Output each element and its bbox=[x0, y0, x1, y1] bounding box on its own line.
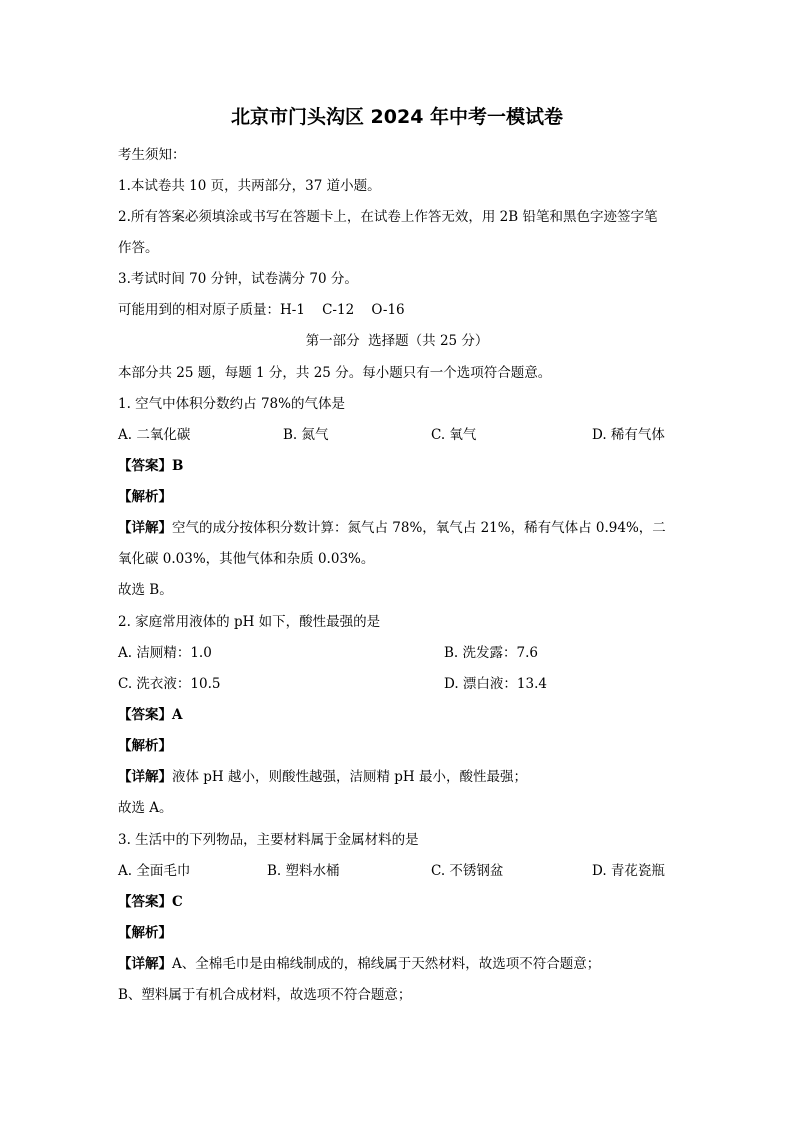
atomic-mass-line: 可能用到的相对原子质量：H-1 C-12 O-16 bbox=[118, 302, 405, 318]
question-2-detail bbox=[118, 767, 527, 787]
question-3-stem: 3. 生活中的下列物品，主要材料属于金属材料的是 bbox=[118, 832, 419, 848]
question-2-option-a: A. 洁厕精：1.0 bbox=[118, 645, 212, 661]
question-3-detail-cont: B、塑料属于有机合成材料，故选项不符合题意； bbox=[118, 987, 412, 1003]
question-1-detail bbox=[118, 518, 666, 538]
question-1-option-d: D. 稀有气体 bbox=[592, 427, 665, 443]
question-3-detail bbox=[118, 954, 600, 974]
question-3-option-d: D. 青花瓷瓶 bbox=[592, 863, 665, 879]
notice-item: 作答。 bbox=[118, 240, 159, 256]
question-2-analysis-label: 【解析】 bbox=[118, 738, 172, 754]
detail-text: 空气的成分按体积分数计算：氮气占 78%，氧气占 21%，稀有气体占 0.94%，二 bbox=[172, 520, 666, 536]
notice-item: 3.考试时间 70 分钟，试卷满分 70 分。 bbox=[118, 271, 358, 287]
notice-item: 1.本试卷共 10 页，共两部分，37 道小题。 bbox=[118, 178, 381, 194]
part1-heading: 第一部分 选择题（共 25 分） bbox=[305, 333, 489, 349]
question-2-answer: 【答案】A bbox=[118, 707, 183, 723]
question-2-option-b: B. 洗发露：7.6 bbox=[444, 645, 538, 661]
detail-text: A、全棉毛巾是由棉线制成的，棉线属于天然材料，故选项不符合题意； bbox=[172, 956, 601, 972]
detail-label: 【详解】 bbox=[118, 769, 172, 785]
question-3-analysis-label: 【解析】 bbox=[118, 925, 172, 941]
notice-heading: 考生须知： bbox=[118, 147, 186, 163]
question-3-option-c: C. 不锈钢盆 bbox=[431, 863, 504, 879]
question-3-option-a: A. 全面毛巾 bbox=[118, 863, 191, 879]
question-1-conclusion: 故选 B。 bbox=[118, 582, 173, 598]
exam-title: 北京市门头沟区 2024 年中考一模试卷 bbox=[230, 106, 564, 128]
question-3-option-b: B. 塑料水桶 bbox=[267, 863, 340, 879]
question-1-option-a: A. 二氧化碳 bbox=[118, 427, 191, 443]
question-1-answer: 【答案】B bbox=[118, 458, 184, 474]
question-2-stem: 2. 家庭常用液体的 pH 如下，酸性最强的是 bbox=[118, 614, 381, 630]
question-1-stem: 1. 空气中体积分数约占 78%的气体是 bbox=[118, 396, 345, 412]
question-3-answer: 【答案】C bbox=[118, 894, 183, 910]
question-2-option-d: D. 漂白液：13.4 bbox=[444, 676, 547, 692]
detail-label: 【详解】 bbox=[118, 520, 172, 536]
question-2-option-c: C. 洗衣液：10.5 bbox=[118, 676, 221, 692]
question-1-option-b: B. 氮气 bbox=[283, 427, 329, 443]
question-1-analysis-label: 【解析】 bbox=[118, 489, 172, 505]
question-1-detail-cont: 氧化碳 0.03%，其他气体和杂质 0.03%。 bbox=[118, 551, 375, 567]
detail-label: 【详解】 bbox=[118, 956, 172, 972]
part1-intro: 本部分共 25 题，每题 1 分，共 25 分。每小题只有一个选项符合题意。 bbox=[118, 365, 552, 381]
question-2-conclusion: 故选 A。 bbox=[118, 800, 173, 816]
notice-item: 2.所有答案必须填涂或书写在答题卡上，在试卷上作答无效，用 2B 铅笔和黑色字迹签字笔 bbox=[118, 209, 658, 225]
detail-text: 液体 pH 越小，则酸性越强，洁厕精 pH 最小，酸性最强； bbox=[172, 769, 527, 785]
question-1-option-c: C. 氧气 bbox=[431, 427, 477, 443]
